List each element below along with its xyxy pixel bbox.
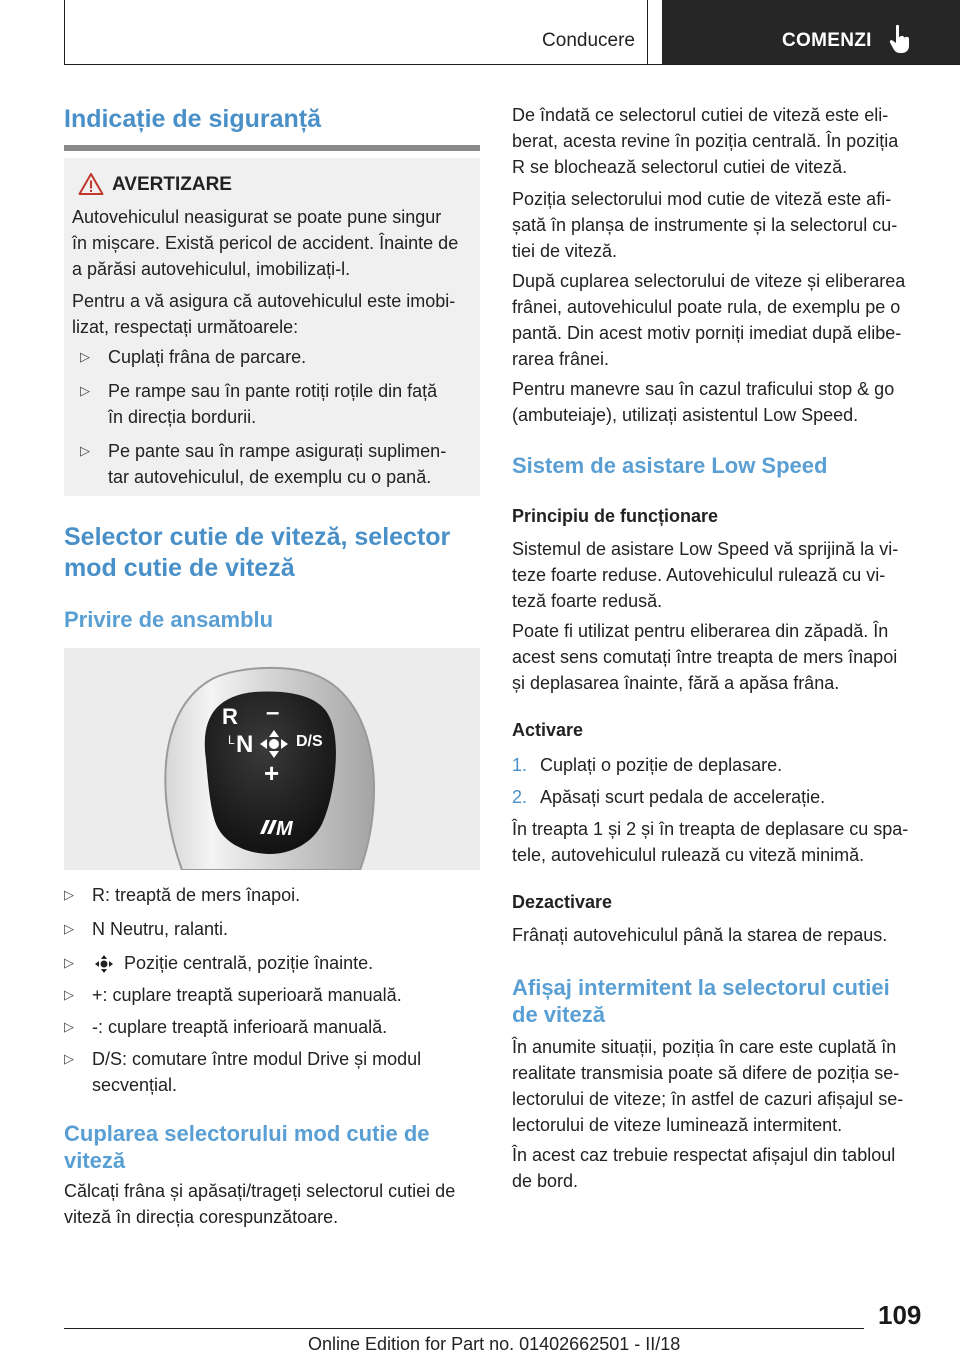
selector-label-l: L — [228, 733, 235, 747]
triangle-bullet-icon: ▷ — [80, 349, 90, 364]
heading-overview: Privire de ansamblu — [64, 607, 274, 632]
warning-title: AVERTIZARE — [112, 174, 232, 195]
triangle-bullet-icon: ▷ — [64, 1019, 74, 1034]
heading-engage: Cuplarea selectorului mod cutie de viteză — [64, 1121, 430, 1173]
header-rule — [64, 64, 960, 65]
triangle-bullet-icon: ▷ — [80, 443, 90, 458]
svg-text:M: M — [276, 818, 293, 840]
header-chapter-label: Conducere — [542, 30, 635, 51]
header-chapter-tab — [64, 0, 648, 64]
heading-selector: Selector cutie de viteză, selector mod cutie de viteză — [64, 523, 451, 582]
footer-rule — [64, 1328, 864, 1329]
triangle-bullet-icon: ▷ — [64, 887, 74, 902]
selector-label-n: N — [236, 731, 254, 758]
footer-edition: Online Edition for Part no. 01402662501 - II/18 — [308, 1334, 681, 1354]
heading-principle: Principiu de funcționare — [512, 506, 719, 526]
paragraph-stop-go: Pentru manevre sau în cazul traficului stop & go (ambuteiaje), utilizați asistentul Low Speed. — [512, 379, 895, 425]
selector-label-ds: D/S — [296, 733, 323, 750]
triangle-bullet-icon: ▷ — [80, 383, 90, 398]
heading-deactivate: Dezactivare — [512, 892, 613, 912]
triangle-bullet-icon: ▷ — [64, 955, 74, 970]
heading-rule — [64, 145, 480, 151]
heading-activate: Activare — [512, 720, 584, 740]
header-section-label: COMENZI — [782, 30, 872, 51]
paragraph-release: De îndată ce selectorul cutiei de viteză este eli- berat, acesta revine în poziția centrală. În poziția R se blochează selectorul cutiei de viteză. — [512, 105, 899, 177]
hand-pointer-icon — [888, 24, 912, 54]
gear-selector-illustration — [64, 648, 480, 870]
triangle-bullet-icon: ▷ — [64, 921, 74, 936]
warning-triangle-icon — [78, 172, 104, 196]
paragraph-principle: Sistemul de asistare Low Speed vă sprijină la vi- teze foarte reduse. Autovehiculul rulează cu vi- teză foarte redusă. — [512, 539, 899, 611]
selector-label-r: R — [222, 704, 238, 729]
warning-paragraph-1: Autovehiculul neasigurat se poate pune singur în mișcare. Există pericol de accident. Înainte de a părăsi autovehiculul, imobilizați-l. — [72, 207, 459, 279]
header-section-tab — [662, 0, 960, 64]
selector-label-plus: + — [264, 758, 280, 788]
triangle-bullet-icon: ▷ — [64, 987, 74, 1002]
paragraph-blink: În anumite situații, poziția în care este cuplată în realitate transmisia poate să difere de poziția se- lectorului de viteze; în astfel de cazuri afișajul se- lectorului de viteze luminează intermitent. — [512, 1037, 904, 1135]
paragraph-engage: Călcați frâna și apăsați/trageți selectorul cutiei de viteză în direcția corespunzătoare. — [64, 1181, 456, 1227]
paragraph-dashboard: În acest caz trebuie respectat afișajul din tabloul de bord. — [512, 1145, 896, 1191]
warning-box: AVERTIZARE Autovehiculul neasigurat se poate pune singur în mișcare. Există pericol de accident. Înainte de a părăsi autovehiculul, imobilizați-l. Pentru a vă asigura că autovehiculul este imobi- lizat, respectați următoarele: ▷ Cuplați frâna de parcare. ▷ Pe rampe sau în pante rotiți roțile din față în direcția bordurii. ▷ Pe pante sau în rampe asigurați suplimen- tar autovehiculul, de exemplu cu o pană. — [64, 158, 480, 496]
paragraph-display: Poziția selectorului mod cutie de viteză este afi- șată în planșa de instrumente și la selectorul cu- tiei de viteză. — [512, 189, 898, 261]
heading-low-speed: Sistem de asistare Low Speed — [512, 453, 828, 478]
paragraph-min-speed: În treapta 1 și 2 și în treapta de deplasare cu spa- tele, autovehiculul rulează cu viteză minimă. — [512, 819, 909, 865]
warning-paragraph-2: Pentru a vă asigura că autovehiculul este imobi- lizat, respectați următoarele: — [72, 291, 456, 337]
paragraph-brake: După cuplarea selectorului de viteze și eliberarea frânei, autovehiculul poate rula, de exemplu pe o pantă. Din acest motiv porniți imediat după elibe- rarea frânei. — [512, 271, 906, 369]
paragraph-snow: Poate fi utilizat pentru eliberarea din zăpadă. În acest sens comutați între treapta de mers înapoi și deplasarea înainte, fără a apăsa frâna. — [512, 621, 898, 693]
center-position-icon — [94, 954, 114, 974]
gear-selector-figure — [64, 648, 480, 870]
heading-blink: Afișaj intermitent la selectorul cutiei de viteză — [512, 975, 890, 1027]
selector-label-minus: – — [266, 699, 280, 726]
page-number: 109 — [878, 1300, 922, 1330]
triangle-bullet-icon: ▷ — [64, 1051, 74, 1066]
heading-safety: Indicație de siguranță — [64, 105, 322, 133]
paragraph-deactivate: Frânați autovehiculul până la starea de repaus. — [512, 925, 888, 945]
